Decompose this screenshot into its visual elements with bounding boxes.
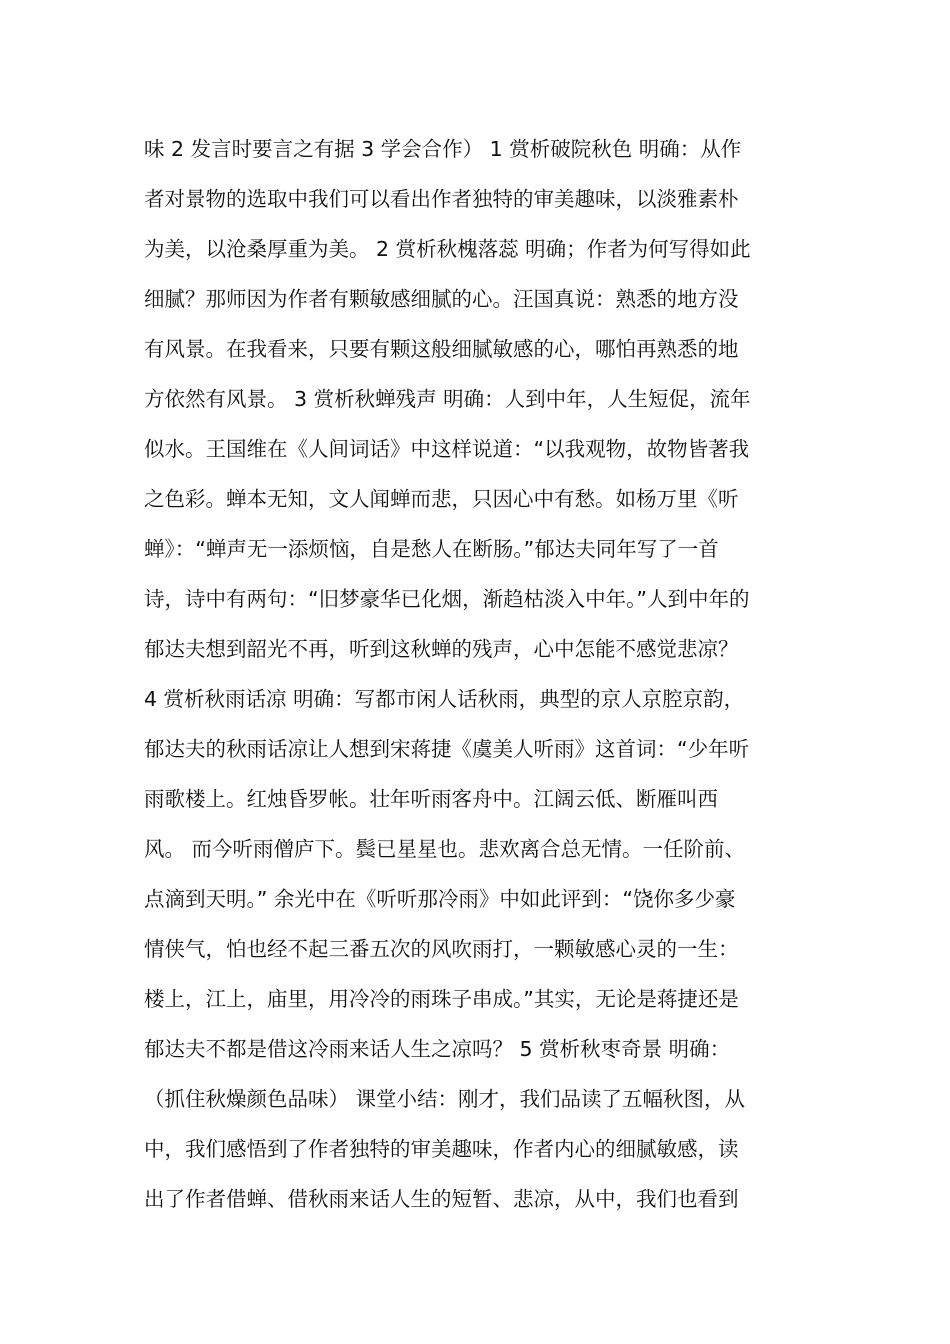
text-line: 郁达夫不都是借这冷雨来话人生之凉吗？ 5 赏析秋枣奇景 明确： [144, 1037, 731, 1061]
text-line: 蝉》：“蝉声无一添烦恼，自是愁人在断肠。”郁达夫同年写了一首 [144, 537, 719, 561]
text-line: 为美，以沧桑厚重为美。 2 赏析秋槐落蕊 明确；作者为何写得如此 [144, 237, 751, 261]
text-line: 情侠气，怕也经不起三番五次的风吹雨打，一颗敏感心灵的一生： [144, 937, 739, 961]
text-line: 方依然有风景。 3 赏析秋蝉残声 明确：人到中年，人生短促，流年 [144, 387, 751, 411]
text-line: 楼上，江上，庙里，用冷冷的雨珠子串成。”其实，无论是蒋捷还是 [144, 987, 739, 1011]
body-text [144, 124, 824, 1224]
text-line: 味 2 发言时要言之有据 3 学会合作） 1 赏析破院秋色 明确：从作 [144, 137, 742, 161]
text-line: 郁达夫的秋雨话凉让人想到宋蒋捷《虞美人听雨》这首词：“少年听 [144, 737, 750, 761]
text-line: 者对景物的选取中我们可以看出作者独特的审美趣味，以淡雅素朴 [144, 187, 739, 211]
text-line: 细腻？那师因为作者有颗敏感细腻的心。汪国真说：熟悉的地方没 [144, 287, 739, 311]
text-line: 点滴到天明。” 余光中在《听听那冷雨》中如此评到：“饶你多少豪 [144, 887, 736, 911]
text-line: 风。 而今听雨僧庐下。鬓已星星也。悲欢离合总无情。一任阶前、 [144, 837, 746, 861]
text-line: 有风景。在我看来，只要有颗这般细腻敏感的心，哪怕再熟悉的地 [144, 337, 739, 361]
text-line: 雨歌楼上。红烛昏罗帐。壮年听雨客舟中。江阔云低、断雁叫西 [144, 787, 718, 811]
text-line: 诗，诗中有两句：“旧梦豪华已化烟，渐趋枯淡入中年。”人到中年的 [144, 587, 750, 611]
text-line: （抓住秋燥颜色品味） 课堂小结：刚才，我们品读了五幅秋图，从 [144, 1087, 746, 1111]
text-line: 郁达夫想到韶光不再，听到这秋蝉的残声，心中怎能不感觉悲凉？ [144, 637, 739, 661]
text-line: 似水。王国维在《人间词话》中这样说道：“以我观物，故物皆著我 [144, 437, 750, 461]
text-line: 4 赏析秋雨话凉 明确：写都市闲人话秋雨，典型的京人京腔京韵， [144, 687, 745, 711]
text-line: 中，我们感悟到了作者独特的审美趣味，作者内心的细腻敏感，读 [144, 1137, 739, 1161]
text-line: 出了作者借蝉、借秋雨来话人生的短暂、悲凉，从中，我们也看到 [144, 1187, 739, 1211]
text-line: 之色彩。蝉本无知，文人闻蝉而悲，只因心中有愁。如杨万里《听 [144, 487, 739, 511]
